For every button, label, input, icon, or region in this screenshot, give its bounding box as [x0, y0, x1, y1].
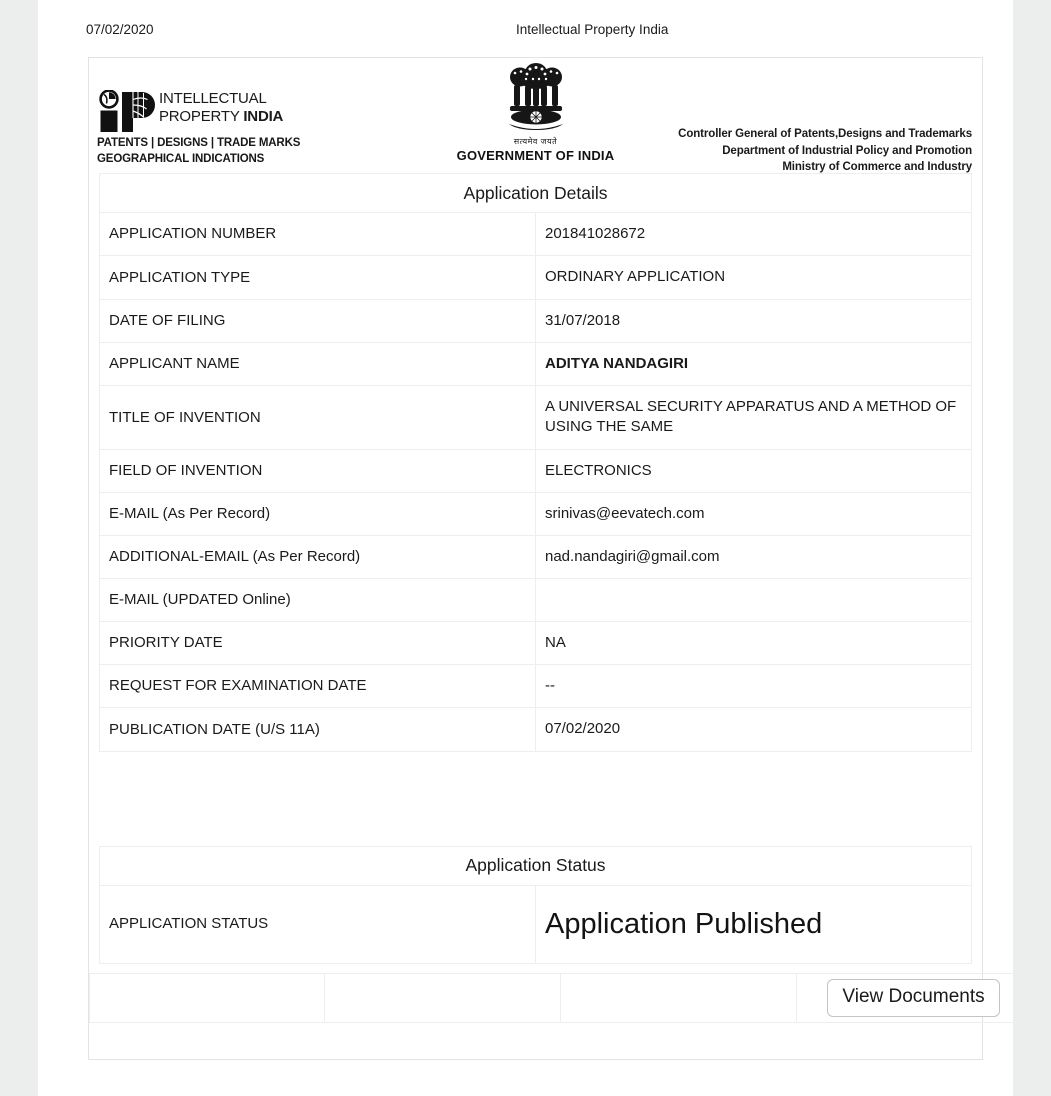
- application-status-table: [99, 846, 972, 964]
- actions-cell-4: [797, 973, 1031, 1022]
- ip-logo-line2-bold: INDIA: [243, 108, 284, 125]
- ip-logo-line2-light: PROPERTY: [159, 108, 244, 125]
- site-title: Intellectual Property India: [516, 22, 669, 37]
- row-value: ADITYA NANDAGIRI: [536, 342, 972, 385]
- view-documents-button[interactable]: View Documents: [827, 979, 999, 1017]
- table-row: [100, 579, 972, 622]
- section-header-row: [100, 846, 972, 885]
- document-frame: [88, 57, 983, 1060]
- masthead: [89, 58, 982, 173]
- ministry-line3: Ministry of Commerce and Industry: [782, 161, 972, 174]
- row-value: ORDINARY APPLICATION: [536, 256, 972, 299]
- ip-logo-line1: INTELLECTUAL: [159, 90, 267, 107]
- application-details-table: [99, 173, 972, 752]
- actions-cell-1: [90, 973, 325, 1022]
- row-value: --: [536, 665, 972, 708]
- ministry-line1: Controller General of Patents,Designs and Trademarks: [678, 128, 972, 140]
- application-status-title: Application Status: [100, 846, 972, 885]
- actions-cell-2: [325, 973, 561, 1022]
- table-row: [100, 342, 972, 385]
- print-date: 07/02/2020: [86, 22, 154, 37]
- section-header-row: [100, 174, 972, 213]
- ip-logo-sub-line2: GEOGRAPHICAL INDICATIONS: [97, 152, 265, 165]
- table-row: [100, 386, 972, 450]
- row-value: NA: [536, 621, 972, 664]
- page-sheet: [38, 0, 1013, 1096]
- emblem-caption: GOVERNMENT OF INDIA: [456, 148, 615, 163]
- table-row: [100, 213, 972, 256]
- table-row: [100, 256, 972, 299]
- row-value: 201841028672: [536, 213, 972, 256]
- row-value: ELECTRONICS: [536, 449, 972, 492]
- row-value: 31/07/2018: [536, 299, 972, 342]
- row-label: APPLICATION NUMBER: [100, 213, 536, 256]
- row-value: [536, 579, 972, 622]
- row-label: PUBLICATION DATE (U/S 11A): [100, 708, 536, 751]
- application-details-title: Application Details: [100, 174, 972, 213]
- ministry-line2: Department of Industrial Policy and Promotion: [722, 144, 972, 157]
- row-label: DATE OF FILING: [100, 299, 536, 342]
- row-label: E-MAIL (As Per Record): [100, 492, 536, 535]
- row-label: PRIORITY DATE: [100, 621, 536, 664]
- row-label: ADDITIONAL-EMAIL (As Per Record): [100, 536, 536, 579]
- ministry-heading: [678, 126, 972, 176]
- actions-table: [89, 973, 1031, 1023]
- application-status-label: APPLICATION STATUS: [100, 885, 536, 963]
- row-label: E-MAIL (UPDATED Online): [100, 579, 536, 622]
- status-badge: Application Published: [536, 885, 972, 963]
- table-row: [100, 536, 972, 579]
- actions-cell-3: [561, 973, 797, 1022]
- running-header: [38, 22, 1013, 42]
- table-row: [100, 299, 972, 342]
- actions-row: [90, 973, 1031, 1022]
- row-value: A UNIVERSAL SECURITY APPARATUS AND A METHOD OF USING THE SAME: [536, 386, 972, 450]
- table-row: [100, 492, 972, 535]
- section-spacer: [89, 752, 982, 846]
- row-label: REQUEST FOR EXAMINATION DATE: [100, 665, 536, 708]
- table-row: [100, 449, 972, 492]
- ip-logo-sub-line1: PATENTS | DESIGNS | TRADE MARKS: [97, 137, 301, 149]
- row-value: srinivas@eevatech.com: [536, 492, 972, 535]
- table-row: [100, 621, 972, 664]
- row-label: TITLE OF INVENTION: [100, 386, 536, 450]
- table-row: [100, 665, 972, 708]
- row-label: FIELD OF INVENTION: [100, 449, 536, 492]
- emblem-motto: सत्यमेव जयते: [513, 137, 558, 146]
- row-label: APPLICANT NAME: [100, 342, 536, 385]
- row-value: nad.nandagiri@gmail.com: [536, 536, 972, 579]
- row-value: 07/02/2020: [536, 708, 972, 751]
- row-label: APPLICATION TYPE: [100, 256, 536, 299]
- table-row: [100, 885, 972, 963]
- table-row: [100, 708, 972, 751]
